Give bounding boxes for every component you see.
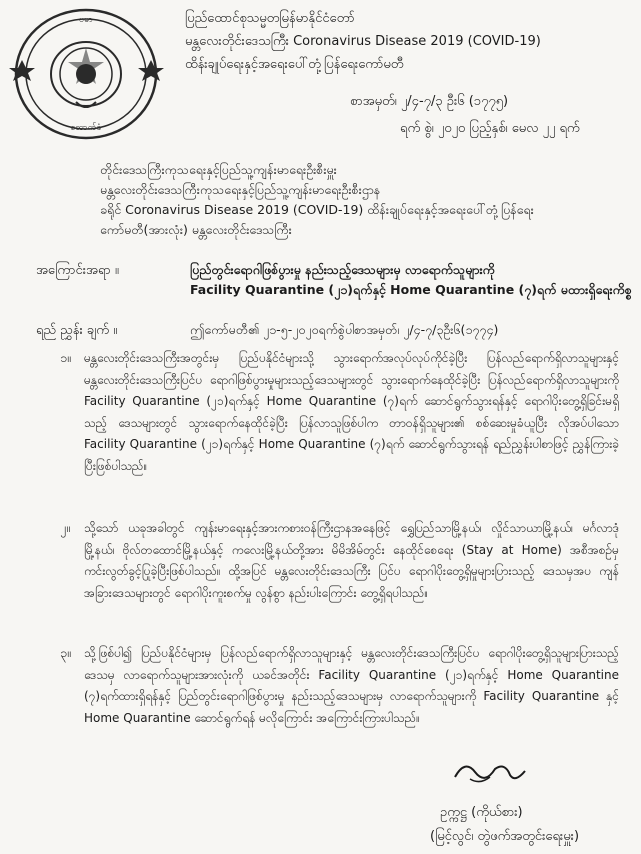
svg-text:ဗမာ: ဗမာ (79, 15, 93, 25)
header-line-1: ပြည်ထောင်စုသမ္မတမြန်မာနိုင်ငံတော် (185, 11, 355, 26)
addressee-line-2: မန္တလေးတိုင်းဒေသကြီးကုသရေးနှင့်ပြည်သူ့ကျန်းမာရေးဦးစီးဌာန (100, 182, 381, 197)
header-line-3: ထိန်းချုပ်ရေးနှင့်အရေးပေါ်တုံ့ပြန်ရေးကော်မတီ (185, 57, 404, 72)
official-seal (6, 2, 166, 142)
addressee-line-4: ကော်မတီ(အားလုံး) မန္တလေးတိုင်းဒေသကြီး (100, 222, 292, 237)
paragraph-number: ၃။ (60, 645, 71, 660)
handwritten-signature (450, 757, 530, 787)
letter-number: စာအမှတ်၊ ၂/၄-၇/၃ ဦး၆ (၁၇၇၅) (350, 94, 509, 109)
paragraph-1: မန္တလေးတိုင်းဒေသကြီးအတွင်းမှ ပြည်ပနိုင်ငံများသို့ သွားရောက်အလုပ်လုပ်ကိုင်ခဲ့ပြီး ပြန်လည်ရောက်ရှိလာသူများနှင့် မန္တလေးတိုင်းဒေသကြီးပြင်ပ ရောဂါဖြစ်ပွားမှုများသည့်ဒေသများတွင် သွားရောက်နေထိုင်ခဲ့ပြီး ပြန်လည်ရောက်ရှိလာသူများကို Facility Quarantine (၂၁)ရက်နှင့် Home Quarantine (၇)ရက် ဆောင်ရွက်သွားရန်နှင့် ရောဂါပိုးတွေ့ရှိခြင်းမရှိသည့် ဒေသများတွင် သွားရောက်နေထိုင်ခဲ့ပြီး ပြန်လာသူဖြစ်ပါက တာဝန်ရှိသူများ၏ စစ်ဆေးမှုခံယူပြီး လိုအပ်ပါသော Facility Quarantine (၂၁)ရက်နှင့် Home Quarantine (၇)ရက် ဆောင်ရွက်သွားရန် ရည်ညွှန်းပါစာဖြင့် ညွှန်ကြားခဲ့ပြီးဖြစ်ပါသည်။ (84, 351, 619, 473)
signatory-title: ဥက္ကဋ္ဌ (ကိုယ်စား) (440, 805, 523, 820)
header-line-2: မန္တလေးတိုင်းဒေသကြီး Coronavirus Disease 2019 (COVID-19) (185, 34, 541, 49)
subject-line-2: Facility Quarantine (၂၁)ရက်နှင့် Home Quarantine (၇)ရက် မထားရှိရေးကိစ္စ (190, 282, 632, 297)
paragraph-number: ၂။ (60, 520, 70, 535)
signatory-name: (မြင့်လွင်၊ တွဲဖက်အတွင်းရေးမှူး) (430, 829, 580, 844)
svg-text:ထောက်ခံ: ထောက်ခံ (70, 123, 102, 133)
reference-text: ဤကော်မတီ၏ ၂၁-၅-၂၀၂၀ရက်စွဲပါစာအမှတ်၊ ၂/၄-၇/၃ဦး၆(၁၇၇၄) (190, 322, 499, 337)
addressee-line-3: ခရိုင် Coronavirus Disease 2019 (COVID-19) ထိန်းချုပ်ရေးနှင့်အရေးပေါ်တုံ့ပြန်ရေး (100, 202, 534, 217)
reference-label: ရည် ညွှန်း ချက် ။ (36, 323, 118, 338)
letter-date: ရက် စွဲ၊ ၂၀၂၀ ပြည့်နှစ်၊ မေလ ၂၂ ရက် (400, 121, 580, 136)
addressee-line-1: တိုင်းဒေသကြီးကုသရေးနှင့်ပြည်သူ့ကျန်းမာရေးဦးစီးမှူး (100, 162, 337, 177)
subject-line-1: ပြည်တွင်းရောဂါဖြစ်ပွားမှု နည်းသည့်ဒေသများမှ လာရောက်သူများကို (190, 262, 495, 277)
paragraph-number: ၁။ (60, 350, 71, 365)
paragraph-2: သို့သော် ယခုအခါတွင် ကျန်းမာရေးနှင့်အားကစားဝန်ကြီးဌာနအနေဖြင့် ရွှေပြည်သာမြို့နယ်၊ လှိုင်သာယာမြို့နယ်၊ မင်္ဂလာဒုံမြို့နယ်၊ ဗိုလ်တထောင်မြို့နယ်နှင့် ကလေးမြို့နယ်တို့အား မိမိအိမ်တွင်း နေထိုင်စေရေး (Stay at Home) အစီအစဉ်မှကင်းလွတ်ခွင့်ပြုခဲ့ပြီးဖြစ်ပါသည်။ ထို့အပြင် မန္တလေးတိုင်းဒေသကြီး ပြင်ပ ရောဂါပိုးတွေ့ရှိမှုများပြားသည့် ဒေသမှအပ ကျန်အခြားဒေသများတွင် ရောဂါပိုးကူးစက်မှု လွန်စွာ နည်းပါးကြောင်း တွေ့ရှိရပါသည်။ (84, 521, 619, 600)
subject-label: အကြောင်းအရာ ။ (36, 263, 119, 278)
paragraph-3: သို့ဖြစ်ပါ၍ ပြည်ပနိုင်ငံများမှ ပြန်လည်ရောက်ရှိလာသူများနှင့် မန္တလေးတိုင်းဒေသကြီးပြင်ပ ရောဂါပိုးတွေ့ရှိသူများပြားသည့်ဒေသမှ လာရောက်သူများအားလုံးကို ယခင်အတိုင်း Facility Quarantine (၂၁)ရက်နှင့် Home Quarantine (၇)ရက်ထားရှိရန်နှင့် ပြည်တွင်းရောဂါဖြစ်ပွားမှု နည်းသည့်ဒေသများမှ လာရောက်သူများကို Facility Quarantine နှင့် Home Quarantine ဆောင်ရွက်ရန် မလိုကြောင်း အကြောင်းကြားပါသည်။ (84, 646, 619, 725)
